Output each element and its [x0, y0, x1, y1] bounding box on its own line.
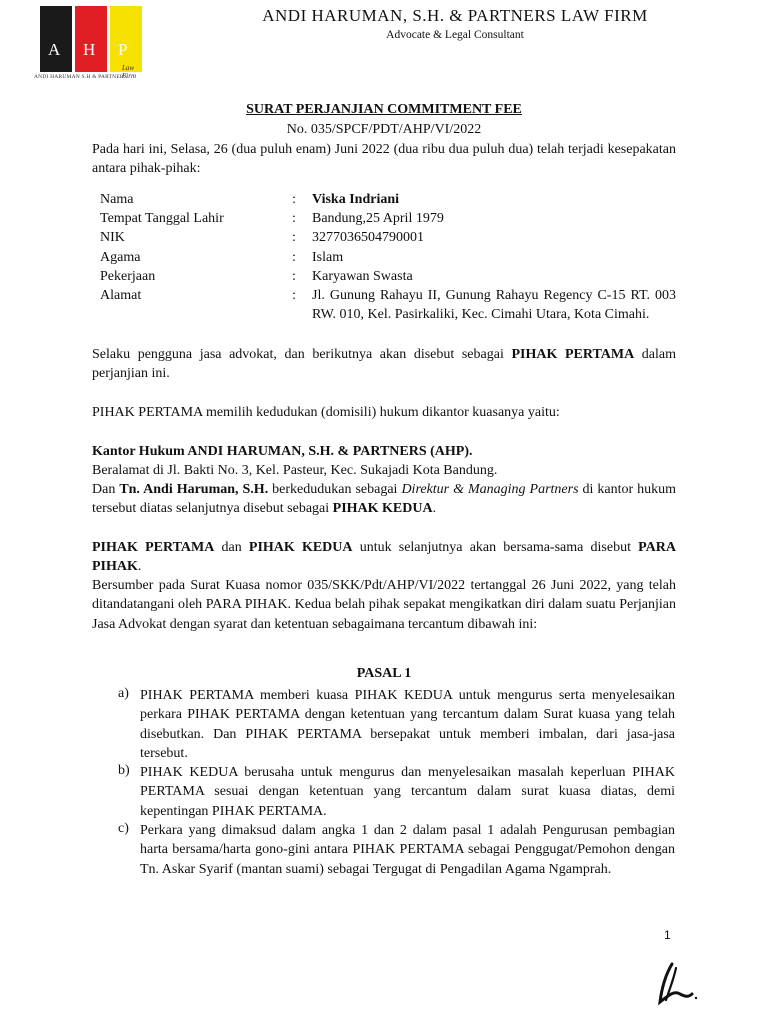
list-item: PIHAK KEDUA berusaha untuk mengurus dan menyelesaikan masalah keperluan PIHAK PERTAMA sesuai dengan ketentuan yang tercantum dalam surat kuasa diatas, demi kepentingan PIHAK PERTAMA.	[140, 765, 675, 819]
bold-second-party: PIHAK KEDUA	[248, 540, 353, 555]
field-value-address: Jl. Gunung Rahayu II, Gunung Rahayu Regency C-15 RT. 003 RW. 010, Kel. Pasirkaliki, Kec. Cimahi Utara, Kota Cimahi.	[312, 288, 676, 323]
article-title: PASAL 1	[356, 666, 412, 681]
bold-second-party: PIHAK KEDUA	[332, 501, 433, 517]
list-item: PIHAK PERTAMA memberi kuasa PIHAK KEDUA untuk mengurus serta menyelesaikan perkara PIHAK PERTAMA dengan ketentuan yang tercantum dalam Surat kuasa yang telah disebutkan. Dan PIHAK PERTAMA bersepakat untuk memberi imbalan, dari jasa-jasa tersebut.	[140, 688, 675, 761]
field-label-occupation: Pekerjaan	[100, 269, 156, 284]
field-colon: :	[292, 250, 296, 265]
bold-parties: PARA PIHAK	[92, 540, 676, 575]
text-span: Dan	[92, 482, 120, 497]
logo-letter-h: H	[83, 40, 97, 59]
office-address: Beralamat di Jl. Bakti No. 3, Kel. Pasteur, Kec. Sukajadi Kota Bandung.	[92, 463, 498, 478]
bold-first-party: PIHAK PERTAMA	[511, 347, 635, 362]
field-colon: :	[292, 288, 296, 303]
logo-subtitle: Law Firm	[122, 64, 136, 80]
logo-bar-red	[75, 6, 107, 72]
field-label-name: Nama	[100, 192, 134, 207]
logo-bar-black	[40, 6, 72, 72]
signature-initial-icon	[650, 958, 700, 1008]
text-span: .	[137, 559, 142, 575]
logo-caption: ANDI HARUMAN S.H & PARTNERS	[34, 74, 128, 80]
paragraph-domicile: PIHAK PERTAMA memilih kedudukan (domisili) hukum dikantor kuasanya yaitu:	[92, 405, 560, 420]
field-value-nik: 3277036504790001	[312, 230, 424, 245]
document-number: No. 035/SPCF/PDT/AHP/VI/2022	[286, 122, 482, 137]
italic-position: Direktur & Managing Partners	[401, 482, 579, 497]
field-label-nik: NIK	[100, 230, 125, 245]
paragraph-power-of-attorney: Bersumber pada Surat Kuasa nomor 035/SKK/Pdt/AHP/VI/2022 tertanggal 26 Juni 2022, yang telah ditandatangani oleh PARA PIHAK. Kedua belah pihak sepakat mengikatkan diri dalam suatu Perjanjian Jasa Advokat dengan syarat dan ketentuan sebagaimana tercantum dibawah ini:	[92, 578, 676, 632]
paragraph-parties	[92, 538, 676, 577]
document-title: SURAT PERJANJIAN COMMITMENT FEE	[246, 102, 522, 117]
logo-letter-a: A	[48, 40, 62, 59]
text-span: untuk selanjutnya akan bersama-sama disebut	[352, 540, 639, 555]
firm-subtitle: Advocate & Legal Consultant	[386, 29, 524, 41]
text-span: di kantor hukum tersebut diatas selanjutnya disebut sebagai	[92, 482, 677, 517]
field-value-name: Viska Indriani	[312, 192, 400, 207]
field-value-birth: Bandung,25 April 1979	[312, 211, 444, 226]
text-span: Selaku pengguna jasa advokat, dan berikutnya akan disebut sebagai	[92, 347, 512, 362]
logo-bar-yellow	[110, 6, 142, 72]
paragraph-second-party	[92, 480, 676, 519]
field-value-religion: Islam	[312, 250, 344, 265]
page-number: 1	[664, 928, 671, 942]
text-span: berkedudukan sebagai	[268, 482, 402, 497]
field-colon: :	[292, 269, 296, 284]
field-label-religion: Agama	[100, 250, 141, 265]
field-label-birth: Tempat Tanggal Lahir	[100, 211, 224, 226]
text-span: .	[432, 501, 437, 517]
list-item: Perkara yang dimaksud dalam angka 1 dan 2 dalam pasal 1 adalah Pengurusan pembagian harta bersama/harta gono-gini antara PIHAK PERTAMA sebagai Penggugat/Pemohon dengan Tn. Askar Syarif (mantan suami) sebagai Tergugat di Pengadilan Agama Ngamprah.	[140, 823, 675, 877]
bold-first-party: PIHAK PERTAMA	[92, 540, 215, 555]
office-name: Kantor Hukum ANDI HARUMAN, S.H. & PARTNERS (AHP).	[92, 444, 473, 459]
field-colon: :	[292, 192, 296, 207]
paragraph-first-party	[92, 345, 676, 384]
list-marker: b)	[118, 763, 130, 778]
list-marker: a)	[118, 686, 129, 701]
text-span: dalam perjanjian ini.	[92, 347, 676, 382]
firm-name: ANDI HARUMAN, S.H. & PARTNERS LAW FIRM	[262, 6, 648, 25]
intro-paragraph: Pada hari ini, Selasa, 26 (dua puluh enam) Juni 2022 (dua ribu dua puluh dua) telah terjadi kesepakatan antara pihak-pihak:	[92, 142, 676, 177]
bold-director-name: Tn. Andi Haruman, S.H.	[119, 482, 269, 497]
field-label-address: Alamat	[100, 288, 142, 303]
field-colon: :	[292, 211, 296, 226]
text-span: dan	[214, 540, 249, 555]
logo-letter-p: P	[118, 40, 129, 59]
field-value-occupation: Karyawan Swasta	[312, 269, 413, 284]
field-colon: :	[292, 230, 296, 245]
list-marker: c)	[118, 821, 129, 836]
